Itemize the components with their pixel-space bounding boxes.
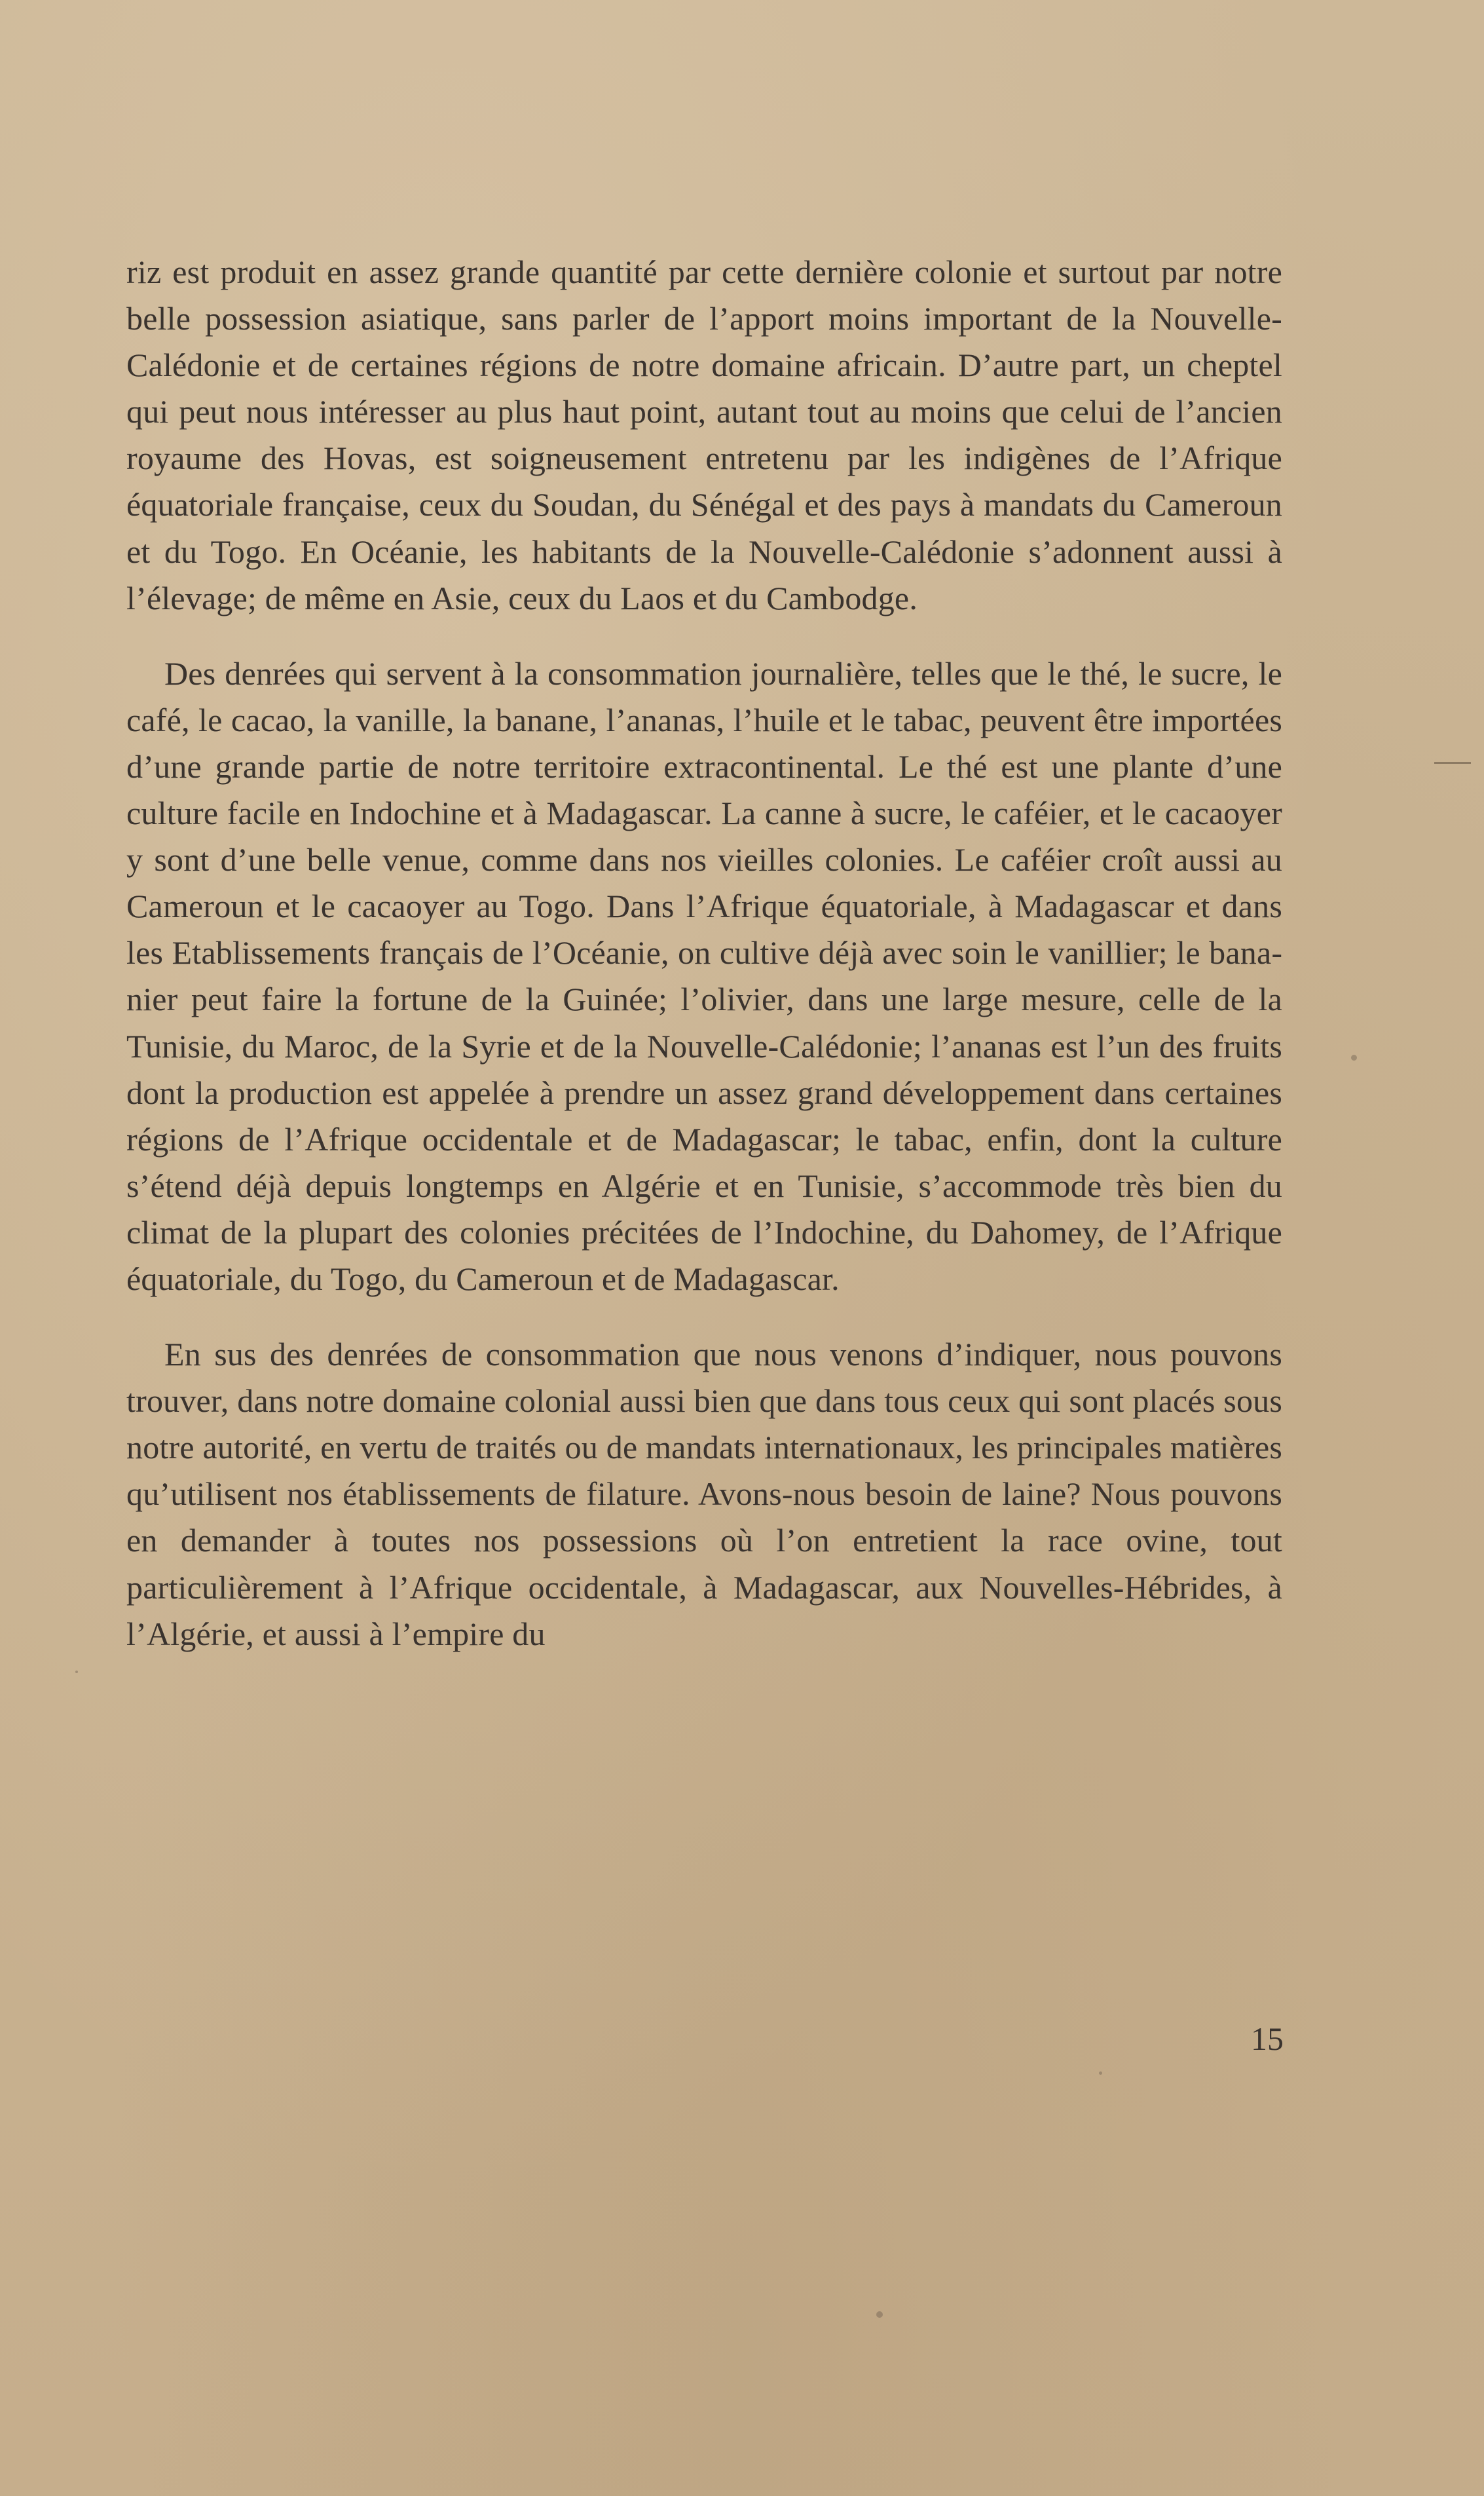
paper-speck [1351,1055,1357,1061]
paragraph-3: En sus des denrées de consommation que nous venons d’indiquer, nous pouvons trouver, dans notre domaine colonial aussi bien que dans tous ceux qui sont placés sous notre autorité, en vertu de traités ou de mandats internationaux, les principales matières qu’utilisent nos établissements de filature. Avons-nous besoin de laine? Nous pouvons en demander à toutes nos possessions où l’on entretient la race ovine, tout particulièrement à l’Afrique occidentale, à Madagascar, aux Nouvelles-Hébrides, à l’Algérie, et aussi à l’empire du [126,1336,1282,1652]
paper-speck [75,1671,78,1673]
page-number: 15 [1251,2020,1284,2057]
paper-speck [876,2311,883,2318]
paragraph-1: riz est produit en assez grande quantité par cette dernière colonie et surtout par notre belle possession asiatique, sans parler de l’apport moins important de la Nouvelle-Calédonie et de certaines régions de notre domaine africain. D’autre part, un cheptel qui peut nous intéresser au plus haut point, autant tout au moins que celui de l’ancien royaume des Hovas, est soigneusement entretenu par les indigènes de l’Afrique équatoriale française, ceux du Soudan, du Sénégal et des pays à mandats du Cameroun et du Togo. En Océanie, les habitants de la Nouvelle-Calédonie s’adonnent aussi à l’élevage; de même en Asie, ceux du Laos et du Cambodge. [126,254,1282,616]
body-text [126,249,1282,1657]
edge-mark [1434,762,1471,764]
paper-speck [1099,2071,1102,2075]
paragraph-2: Des denrées qui servent à la consommation journalière, telles que le thé, le sucre, le café, le cacao, la vanille, la banane, l’ananas, l’huile et le tabac, peuvent être importées d’une grande partie de notre territoire extracontinental. Le thé est une plante d’une culture facile en Indochine et à Madagascar. La canne à sucre, le caféier, et le cacaoyer y sont d’une belle venue, comme dans nos vieilles colonies. Le caféier croît aussi au Cameroun et le cacaoyer au Togo. Dans l’Afrique équatoriale, à Madagascar et dans les Etablissements français de l’Océanie, on cultive déjà avec soin le vanillier; le bananier peut faire la fortune de la Guinée; l’olivier, dans une large mesure, celle de la Tunisie, du Maroc, de la Syrie et de la Nouvelle-Calédonie; l’ananas est l’un des fruits dont la production est appelée à prendre un assez grand développement dans certaines régions de l’Afrique occidentale et de Madagascar; le tabac, enfin, dont la culture s’étend déjà depuis longtemps en Algérie et en Tunisie, s’accommode très bien du climat de la plupart des colonies précitées de l’Indochine, du Dahomey, de l’Afrique équatoriale, du Togo, du Cameroun et de Madagascar. [126,654,1282,1297]
